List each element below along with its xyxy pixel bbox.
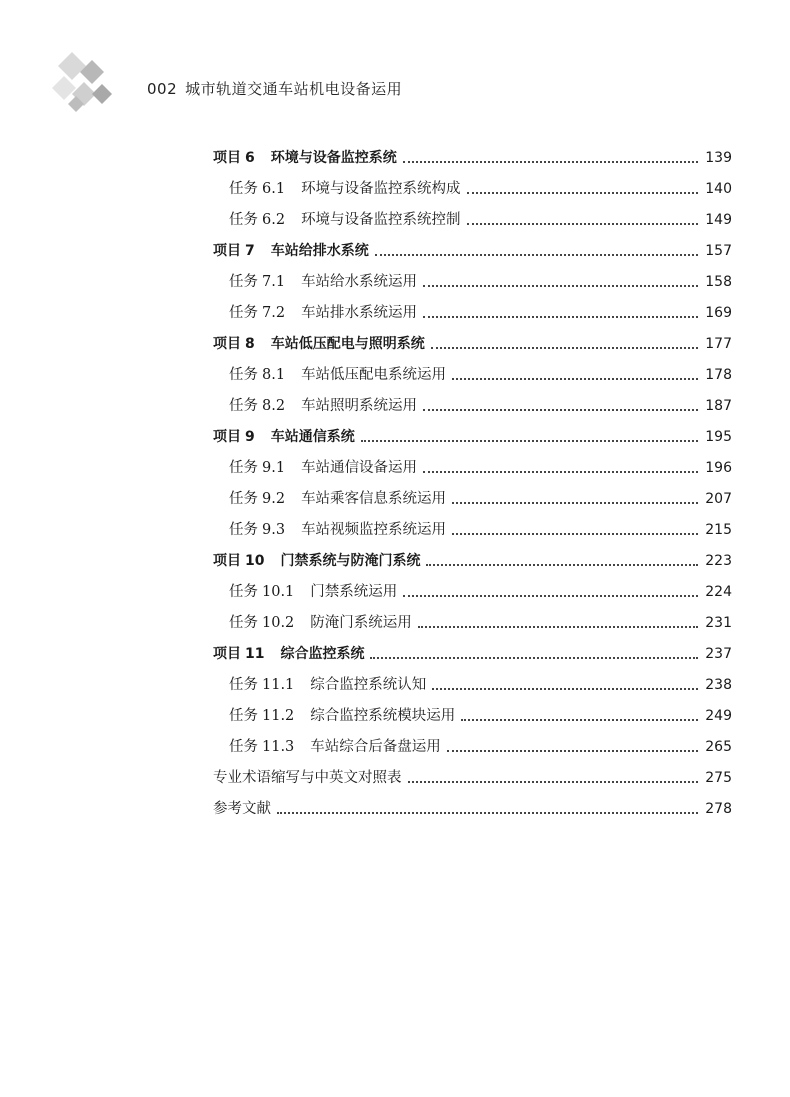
toc-page-number: 187 (705, 398, 732, 414)
toc-entry-number: 8.1 (262, 367, 286, 383)
toc-page-number: 278 (705, 801, 732, 817)
toc-page-number: 275 (705, 770, 732, 786)
toc-entry-prefix: 任务 (229, 708, 258, 724)
toc-entry-label (229, 174, 461, 205)
dot-leader (370, 656, 698, 659)
toc-page-number: 238 (705, 677, 732, 693)
toc-entry-number: 8 (245, 336, 255, 352)
toc-task-entry[interactable] (213, 670, 732, 701)
toc-entry-number: 11.2 (262, 708, 295, 724)
toc-page-number: 158 (705, 274, 732, 290)
toc-entry-title: 车站低压配电系统运用 (301, 367, 447, 383)
toc-entry-label (213, 422, 355, 453)
dot-leader (423, 284, 698, 287)
toc-entry-title: 综合监控系统认知 (310, 677, 427, 693)
dot-leader (403, 594, 698, 597)
toc-entry-title: 门禁系统运用 (310, 584, 398, 600)
toc-entry-prefix: 项目 (213, 243, 241, 259)
dot-leader (418, 625, 698, 628)
toc-task-entry[interactable] (213, 205, 732, 236)
toc-task-entry[interactable] (213, 608, 732, 639)
dot-leader (426, 563, 698, 566)
toc-entry-label (229, 267, 417, 298)
toc-entry-title: 车站通信系统 (270, 429, 355, 445)
toc-entry-title: 车站通信设备运用 (301, 460, 418, 476)
toc-entry-title: 门禁系统与防淹门系统 (280, 553, 421, 569)
header-book-title: 城市轨道交通车站机电设备运用 (185, 80, 403, 98)
toc-entry-label (229, 608, 412, 639)
toc-entry-prefix: 任务 (229, 181, 258, 197)
toc-entry-prefix: 项目 (213, 553, 241, 569)
header-page-number: 002 (147, 80, 178, 98)
toc-entry-prefix: 任务 (229, 584, 258, 600)
toc-entry-label (213, 143, 397, 174)
toc-entry-number: 11.1 (262, 677, 295, 693)
toc-entry[interactable] (213, 763, 732, 794)
toc-entry-label (229, 453, 417, 484)
toc-project-entry[interactable] (213, 143, 732, 174)
dot-leader (277, 811, 698, 814)
toc-entry-prefix: 任务 (229, 212, 258, 228)
toc-entry-title: 车站给水系统运用 (301, 274, 418, 290)
toc-entry-prefix: 项目 (213, 646, 241, 662)
toc-entry-number: 6.2 (262, 212, 286, 228)
decorative-diamond-logo (50, 50, 114, 114)
toc-entry-prefix: 任务 (229, 398, 258, 414)
toc-page-number: 157 (705, 243, 732, 259)
toc-entry-label (213, 329, 425, 360)
dot-leader (432, 687, 698, 690)
toc-entry-title: 环境与设备监控系统控制 (301, 212, 461, 228)
toc-entry-title: 车站低压配电与照明系统 (270, 336, 425, 352)
toc-page-number: 224 (705, 584, 732, 600)
dot-leader (423, 470, 698, 473)
toc-entry-number: 10.1 (262, 584, 295, 600)
toc-entry-prefix: 项目 (213, 429, 241, 445)
toc-page-number: 177 (705, 336, 732, 352)
dot-leader (467, 222, 698, 225)
toc-project-entry[interactable] (213, 329, 732, 360)
toc-page-number: 196 (705, 460, 732, 476)
dot-leader (423, 408, 698, 411)
dot-leader (375, 253, 698, 256)
toc-entry-prefix: 任务 (229, 677, 258, 693)
toc-entry-title: 综合监控系统模块运用 (310, 708, 456, 724)
toc-entry-title: 环境与设备监控系统 (270, 150, 397, 166)
toc-entry-number: 6 (245, 150, 255, 166)
toc-page-number: 169 (705, 305, 732, 321)
toc-entry-number: 9.2 (262, 491, 286, 507)
toc-entry-label (229, 205, 461, 236)
toc-entry-title: 防淹门系统运用 (310, 615, 412, 631)
toc-entry-prefix: 任务 (229, 274, 258, 290)
toc-entry-prefix: 任务 (229, 615, 258, 631)
toc-entry-number: 10 (245, 553, 265, 569)
toc-entry-prefix: 任务 (229, 491, 258, 507)
toc-task-entry[interactable] (213, 298, 732, 329)
toc-entry-title: 车站乘客信息系统运用 (301, 491, 447, 507)
toc-entry-label (229, 577, 397, 608)
toc-task-entry[interactable] (213, 484, 732, 515)
toc-entry-label (229, 701, 455, 732)
dot-leader (467, 191, 698, 194)
toc-page-number: 223 (705, 553, 732, 569)
toc-page-number: 231 (705, 615, 732, 631)
toc-page-number: 195 (705, 429, 732, 445)
toc-task-entry[interactable] (213, 515, 732, 546)
toc-task-entry[interactable] (213, 701, 732, 732)
toc-entry-label (213, 763, 402, 794)
toc-entry-title: 参考文献 (213, 801, 271, 817)
toc-page-number: 265 (705, 739, 732, 755)
toc-entry-number: 7.2 (262, 305, 286, 321)
toc-entry-number: 8.2 (262, 398, 286, 414)
toc-entry-number: 7.1 (262, 274, 286, 290)
toc-project-entry[interactable] (213, 422, 732, 453)
toc-page-number: 139 (705, 150, 732, 166)
toc-task-entry[interactable] (213, 732, 732, 763)
toc-entry-label (229, 670, 426, 701)
dot-leader (447, 749, 698, 752)
toc-entry-title: 车站照明系统运用 (301, 398, 418, 414)
toc-page-number: 140 (705, 181, 732, 197)
toc-entry-number: 9.1 (262, 460, 286, 476)
toc-project-entry[interactable] (213, 546, 732, 577)
toc-task-entry[interactable] (213, 267, 732, 298)
dot-leader (452, 532, 698, 535)
toc-entry-prefix: 项目 (213, 336, 241, 352)
running-header (147, 78, 402, 99)
toc-entry-label (213, 546, 420, 577)
toc-entry-label (229, 515, 446, 546)
toc-entry-title: 专业术语缩写与中英文对照表 (213, 770, 402, 786)
toc-entry-label (213, 639, 364, 670)
toc-entry-prefix: 项目 (213, 150, 241, 166)
toc-entry-label (229, 484, 446, 515)
toc-task-entry[interactable] (213, 453, 732, 484)
toc-page-number: 237 (705, 646, 732, 662)
toc-entry-label (229, 360, 446, 391)
dot-leader (452, 501, 698, 504)
dot-leader (361, 439, 698, 442)
dot-leader (423, 315, 698, 318)
toc-entry-number: 7 (245, 243, 255, 259)
toc-page-number: 178 (705, 367, 732, 383)
toc-entry-label (213, 236, 369, 267)
toc-page-number: 215 (705, 522, 732, 538)
toc-task-entry[interactable] (213, 391, 732, 422)
toc-entry-number: 9 (245, 429, 255, 445)
toc-page-number: 149 (705, 212, 732, 228)
toc-entry-prefix: 任务 (229, 522, 258, 538)
toc-entry-prefix: 任务 (229, 367, 258, 383)
dot-leader (452, 377, 698, 380)
toc-project-entry[interactable] (213, 236, 732, 267)
toc-task-entry[interactable] (213, 577, 732, 608)
dot-leader (408, 780, 699, 783)
toc-entry-label (229, 732, 441, 763)
dot-leader (431, 346, 698, 349)
toc-entry-label (229, 298, 417, 329)
toc-task-entry[interactable] (213, 360, 732, 391)
toc-page-number: 207 (705, 491, 732, 507)
toc-entry-number: 11 (245, 646, 265, 662)
toc-entry-title: 环境与设备监控系统构成 (301, 181, 461, 197)
dot-leader (403, 160, 698, 163)
toc-project-entry[interactable] (213, 639, 732, 670)
toc-page-number: 249 (705, 708, 732, 724)
toc-task-entry[interactable] (213, 174, 732, 205)
toc-entry-number: 11.3 (262, 739, 295, 755)
dot-leader (461, 718, 698, 721)
toc-entry-title: 综合监控系统 (280, 646, 365, 662)
toc-entry-title: 车站综合后备盘运用 (310, 739, 441, 755)
toc-entry-prefix: 任务 (229, 739, 258, 755)
toc-entry-title: 车站给排水系统 (270, 243, 369, 259)
table-of-contents (213, 143, 732, 825)
toc-entry-prefix: 任务 (229, 460, 258, 476)
toc-entry-number: 10.2 (262, 615, 295, 631)
toc-entry-prefix: 任务 (229, 305, 258, 321)
toc-entry-title: 车站视频监控系统运用 (301, 522, 447, 538)
toc-entry[interactable] (213, 794, 732, 825)
toc-entry-number: 9.3 (262, 522, 286, 538)
toc-entry-number: 6.1 (262, 181, 286, 197)
toc-entry-label (229, 391, 417, 422)
toc-entry-label (213, 794, 271, 825)
toc-entry-title: 车站排水系统运用 (301, 305, 418, 321)
